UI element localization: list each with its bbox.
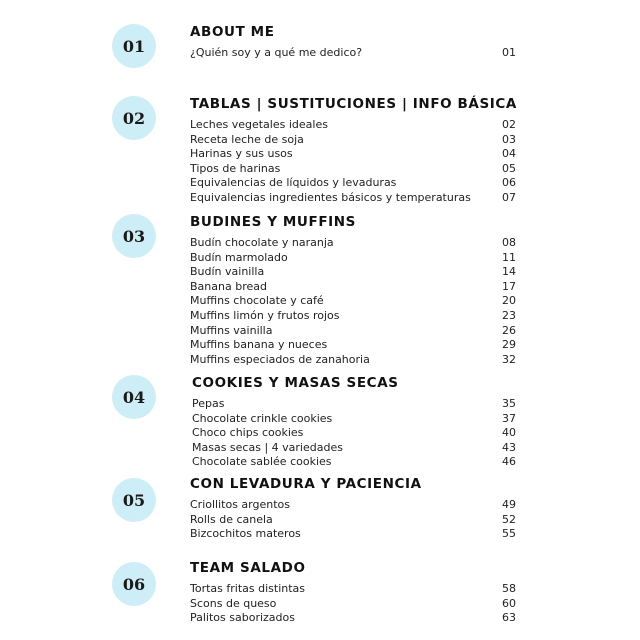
toc-entry[interactable]: [190, 236, 516, 251]
entry-page: 26: [502, 323, 516, 337]
toc-entry[interactable]: [190, 251, 516, 266]
entry-label: Muffins vainilla: [190, 323, 273, 337]
entry-label: Muffins chocolate y café: [190, 294, 324, 308]
toc-entry[interactable]: [190, 324, 516, 339]
entry-page: 29: [502, 338, 516, 352]
entry-page: 06: [502, 176, 516, 190]
entry-list: [190, 236, 516, 367]
toc-entry[interactable]: [192, 412, 516, 427]
entry-page: 46: [502, 455, 516, 469]
toc-entry[interactable]: [190, 176, 516, 191]
entry-page: 23: [502, 308, 516, 322]
section-title: COOKIES Y MASAS SECAS: [192, 375, 399, 391]
entry-label: Muffins limón y frutos rojos: [190, 308, 340, 322]
entry-page: 08: [502, 236, 516, 249]
entry-list: [190, 582, 516, 626]
toc-entry[interactable]: [190, 597, 516, 612]
entry-label: Choco chips cookies: [192, 426, 304, 440]
toc-entry[interactable]: [190, 498, 516, 513]
section-title: CON LEVADURA Y PACIENCIA: [190, 476, 422, 492]
toc-entry[interactable]: [190, 353, 516, 368]
toc-entry[interactable]: [190, 133, 516, 148]
entry-page: 20: [502, 294, 516, 308]
entry-page: 60: [502, 596, 516, 610]
entry-page: 05: [502, 161, 516, 175]
entry-label: Criollitos argentos: [190, 498, 290, 511]
toc-entry[interactable]: [190, 118, 516, 133]
entry-page: 40: [502, 426, 516, 440]
section-title: BUDINES Y MUFFINS: [190, 214, 356, 230]
toc-entry[interactable]: [190, 338, 516, 353]
entry-label: Equivalencias de líquidos y levaduras: [190, 176, 397, 190]
toc-entry[interactable]: [190, 46, 516, 61]
entry-label: Budín chocolate y naranja: [190, 236, 334, 249]
section-number-badge: 01: [112, 24, 156, 68]
toc-entry[interactable]: [190, 191, 516, 206]
entry-page: 55: [502, 527, 516, 541]
toc-entry[interactable]: [190, 582, 516, 597]
entry-label: Palitos saborizados: [190, 611, 295, 625]
entry-list: [190, 46, 516, 61]
entry-label: Budín vainilla: [190, 265, 265, 279]
entry-page: 11: [502, 250, 516, 264]
entry-label: Budín marmolado: [190, 250, 288, 264]
entry-label: Chocolate crinkle cookies: [192, 411, 333, 425]
toc-entry[interactable]: [190, 147, 516, 162]
entry-page: 43: [502, 440, 516, 454]
toc-entry[interactable]: [190, 265, 516, 280]
entry-page: 02: [502, 118, 516, 131]
entry-label: Receta leche de soja: [190, 132, 304, 146]
section-number-badge: 06: [112, 562, 156, 606]
entry-page: 35: [502, 397, 516, 410]
entry-label: Equivalencias ingredientes básicos y temperaturas: [190, 190, 471, 204]
entry-label: Muffins especiados de zanahoria: [190, 352, 370, 366]
toc-entry[interactable]: [190, 280, 516, 295]
entry-list: [190, 118, 516, 206]
entry-label: Leches vegetales ideales: [190, 118, 328, 131]
entry-page: 37: [502, 411, 516, 425]
toc-entry[interactable]: [190, 309, 516, 324]
section-number-badge: 05: [112, 478, 156, 522]
entry-list: [190, 498, 516, 542]
entry-label: Scons de queso: [190, 596, 277, 610]
toc-entry[interactable]: [190, 513, 516, 528]
entry-list: [192, 397, 516, 470]
entry-page: 49: [502, 498, 516, 511]
entry-label: Rolls de canela: [190, 512, 273, 526]
section-number-badge: 03: [112, 214, 156, 258]
entry-page: 01: [502, 46, 516, 59]
entry-page: 63: [502, 611, 516, 625]
toc-entry[interactable]: [190, 162, 516, 177]
toc-entry[interactable]: [192, 455, 516, 470]
entry-page: 52: [502, 512, 516, 526]
entry-label: ¿Quién soy y a qué me dedico?: [190, 46, 363, 59]
section-title: TEAM SALADO: [190, 560, 306, 576]
entry-page: 58: [502, 582, 516, 595]
toc-entry[interactable]: [192, 426, 516, 441]
entry-label: Banana bread: [190, 279, 267, 293]
section-title: TABLAS | SUSTITUCIONES | INFO BÁSICA: [190, 96, 517, 112]
entry-page: 07: [502, 190, 516, 204]
toc-entry[interactable]: [190, 294, 516, 309]
entry-label: Muffins banana y nueces: [190, 338, 328, 352]
toc-entry[interactable]: [190, 611, 516, 626]
entry-page: 32: [502, 352, 516, 366]
section-number-badge: 02: [112, 96, 156, 140]
toc-entry[interactable]: [192, 441, 516, 456]
entry-page: 17: [502, 279, 516, 293]
entry-page: 03: [502, 132, 516, 146]
section-number-badge: 04: [112, 375, 156, 419]
entry-label: Tipos de harinas: [190, 161, 281, 175]
entry-label: Bizcochitos materos: [190, 527, 301, 541]
entry-label: Harinas y sus usos: [190, 147, 293, 161]
toc-entry[interactable]: [190, 527, 516, 542]
section-title: ABOUT ME: [190, 24, 275, 40]
entry-page: 04: [502, 147, 516, 161]
entry-label: Tortas fritas distintas: [190, 582, 306, 595]
entry-page: 14: [502, 265, 516, 279]
toc-entry[interactable]: [192, 397, 516, 412]
entry-label: Chocolate sablée cookies: [192, 455, 332, 469]
entry-label: Masas secas | 4 variedades: [192, 440, 343, 454]
entry-label: Pepas: [192, 397, 225, 410]
